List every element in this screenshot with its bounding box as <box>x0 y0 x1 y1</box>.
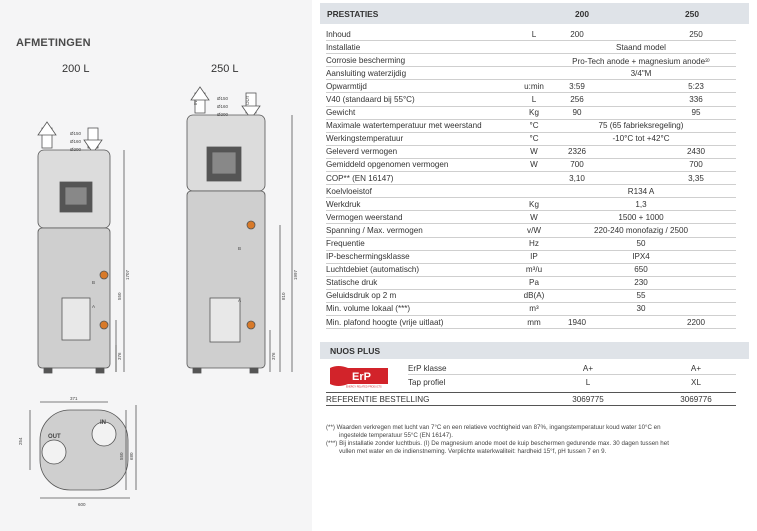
row-label: Installatie <box>326 42 361 52</box>
unit-250-drawing <box>187 87 292 373</box>
table-row <box>326 185 736 198</box>
row-value-250: 2430 <box>686 147 705 157</box>
row-value-200: 3:59 <box>569 81 585 91</box>
table-row <box>326 133 736 146</box>
erp-logo <box>328 364 390 388</box>
dim-250-height: 1997 <box>293 269 298 280</box>
row-unit: Hz <box>529 239 539 248</box>
dim-200-low: 376 <box>117 352 122 360</box>
row-value-200: 90 <box>572 108 582 118</box>
row-value-shared: 220-240 monofazig / 2500 <box>593 225 689 235</box>
row-value-shared: 3/4"M <box>630 68 652 78</box>
table-row <box>326 28 736 41</box>
label-250-in: IN <box>193 100 198 105</box>
dimensions-title: AFMETINGEN <box>16 37 91 49</box>
row-value-200: 2326 <box>567 147 586 157</box>
row-label: Opwarmtijd <box>326 81 367 91</box>
row-value-shared: 50 <box>636 239 646 248</box>
dimensions-panel <box>0 0 312 531</box>
footnote-line: ingestelde temperatuur 55°C (EN 16147). <box>339 432 453 439</box>
table-row <box>326 290 736 303</box>
specifications-panel <box>312 0 757 531</box>
erp-class-200: A+ <box>582 364 594 373</box>
tap-profile-row <box>408 376 736 389</box>
performance-header <box>320 3 749 24</box>
footnote-line: (**) Waarden verkregen met lucht van 7°C en een relatieve vochtigheid van 87%, ingangstemperatuur koud water 10°C en <box>326 424 661 431</box>
row-label: Gewicht <box>326 108 356 118</box>
row-label: Frequentie <box>326 239 365 248</box>
row-value-200: 1940 <box>567 317 586 327</box>
row-label: Spanning / Max. vermogen <box>326 225 423 235</box>
row-unit: °C <box>529 134 539 144</box>
dim-top-d1: 550 <box>119 452 124 460</box>
row-unit: m³/u <box>525 265 543 275</box>
row-unit: m³ <box>529 304 539 314</box>
row-label: Aansluiting waterzijdig <box>326 68 407 78</box>
nuos-plus-title: NUOS PLUS <box>330 346 381 356</box>
order-reference-label: REFERENTIE BESTELLING <box>326 395 430 404</box>
row-value-shared: 1500 + 1000 <box>618 212 664 222</box>
row-unit: Pa <box>529 278 539 288</box>
dim-200-d3: Ø200 <box>70 147 82 152</box>
table-row <box>326 224 736 237</box>
footnote-line: vullen met water en de indienstneming. Verplichte waterkwaliteit: hardheid 15°f, pH tussen 7 en 9. <box>339 448 607 455</box>
erp-logo-sub: ENERGY RELATED PRODUCTS <box>346 385 382 388</box>
table-row <box>326 41 736 54</box>
dim-200-mid: 550 <box>117 292 122 300</box>
row-value-200: 200 <box>570 29 584 39</box>
unit-200-drawing <box>38 122 124 373</box>
row-unit: v/W <box>527 225 541 235</box>
dim-200-d2: Ø160 <box>70 139 82 144</box>
order-reference-row <box>326 392 736 406</box>
row-unit: °C <box>529 121 539 131</box>
row-label: Werkdruk <box>326 199 361 209</box>
row-label: Koelvloeistof <box>326 186 372 196</box>
row-label: V40 (standaard bij 55°C) <box>326 94 415 104</box>
footnotes <box>326 424 744 456</box>
dim-top-width: 371 <box>70 396 78 401</box>
table-row <box>326 251 736 264</box>
dim-top-total: 600 <box>78 502 86 507</box>
row-value-shared: IPX4 <box>632 252 650 262</box>
table-row <box>326 277 736 290</box>
erp-class-row <box>408 362 736 375</box>
row-unit: Kg <box>529 108 539 118</box>
order-reference-200: 3069775 <box>572 395 604 404</box>
row-value-shared: 1,3 <box>635 199 647 209</box>
row-label: COP** (EN 16147) <box>326 173 394 183</box>
row-value-shared: 650 <box>634 265 648 275</box>
dim-200-a: A <box>92 304 96 309</box>
row-label: Min. volume lokaal (***) <box>326 304 411 314</box>
erp-logo-text: ErP <box>352 371 371 383</box>
dim-250-d1: Ø150 <box>217 96 229 101</box>
column-200-header: 200 <box>575 9 589 19</box>
top-view-drawing <box>30 402 136 498</box>
row-label: Maximale watertemperatuur met weerstand <box>326 121 482 131</box>
table-row <box>326 67 736 80</box>
row-unit: W <box>530 212 538 222</box>
row-value-shared: 30 <box>636 304 646 314</box>
row-label: Luchtdebiet (automatisch) <box>326 265 420 275</box>
row-label: Gemiddeld opgenomen vermogen <box>326 160 449 170</box>
nuos-plus-header <box>320 342 749 359</box>
label-top-out: OUT <box>48 434 61 440</box>
table-row <box>326 238 736 251</box>
table-row <box>326 120 736 133</box>
table-row <box>326 264 736 277</box>
tap-profile-label: Tap profiel <box>408 378 446 387</box>
footnote-line: (***) Bij installatie zonder luchtbuis. (I) De magnesium anode moet de kuip beschermen gedurende max. 30 dagen tussen het <box>326 440 669 447</box>
table-row <box>326 159 736 172</box>
table-row <box>326 316 736 329</box>
table-row <box>326 54 736 67</box>
row-value-250: 250 <box>689 29 703 39</box>
table-row <box>326 107 736 120</box>
row-value-250: 3,35 <box>688 173 704 183</box>
row-value-250: 700 <box>689 160 703 170</box>
row-value-200: 3,10 <box>569 173 585 183</box>
row-label: Corrosie bescherming <box>326 55 406 65</box>
row-unit: IP <box>530 252 538 262</box>
performance-title: PRESTATIES <box>327 9 379 19</box>
dim-200-b: B <box>92 280 96 285</box>
row-value-200: 700 <box>570 160 584 170</box>
row-value-250: 95 <box>691 108 701 118</box>
dim-top-side: 254 <box>18 437 23 445</box>
dim-250-b: B <box>238 246 242 251</box>
table-row <box>326 198 736 211</box>
performance-table <box>326 28 736 329</box>
column-250-header: 250 <box>685 9 699 19</box>
row-value-shared: 55 <box>636 291 646 301</box>
table-row <box>326 303 736 316</box>
table-row <box>326 93 736 106</box>
row-value-250: 2200 <box>686 317 705 327</box>
row-label: Geleverd vermogen <box>326 147 398 157</box>
tap-profile-250: XL <box>691 378 701 387</box>
row-label: Vermogen weerstand <box>326 212 403 222</box>
row-unit: W <box>530 160 538 170</box>
table-row <box>326 146 736 159</box>
row-value-shared: 230 <box>634 278 648 288</box>
dim-200-height: 1707 <box>125 269 130 280</box>
row-label: Min. plafond hoogte (vrije uitlaat) <box>326 317 444 327</box>
row-label: IP-beschermingsklasse <box>326 252 410 262</box>
row-value-shared: -10°C tot +42°C <box>612 134 670 144</box>
row-unit: u:min <box>524 81 544 91</box>
row-value-250: 5:23 <box>688 81 704 91</box>
tap-profile-200: L <box>585 378 591 387</box>
dim-250-low: 376 <box>271 352 276 360</box>
row-value-200: 256 <box>570 94 584 104</box>
table-row <box>326 211 736 224</box>
row-unit: mm <box>527 317 541 327</box>
dim-200-d1: Ø150 <box>70 131 82 136</box>
dim-250-d2: Ø160 <box>217 104 229 109</box>
model-200-label: 200 L <box>62 63 90 75</box>
row-label: Werkingstemperatuur <box>326 134 404 144</box>
row-value-shared: 75 (65 fabrieksregeling) <box>598 121 684 131</box>
row-value-250: 336 <box>689 94 703 104</box>
row-unit: L <box>531 29 537 39</box>
row-value-shared: Staand model <box>616 42 666 52</box>
dim-250-d3: Ø200 <box>217 112 229 117</box>
dim-top-d2: 680 <box>129 452 134 460</box>
erp-class-250: A+ <box>690 364 702 373</box>
technical-drawing <box>0 0 312 531</box>
table-row <box>326 172 736 185</box>
row-unit: Kg <box>529 199 539 209</box>
model-250-label: 250 L <box>211 63 239 75</box>
dim-250-mid: 810 <box>281 292 286 300</box>
row-unit: L <box>531 94 537 104</box>
row-label: Inhoud <box>326 29 351 39</box>
label-top-in: IN <box>100 420 106 426</box>
dim-250-a: A <box>238 298 242 303</box>
erp-class-label: ErP klasse <box>408 364 447 373</box>
row-value-shared: Pro-Tech anode + magnesium anode³⁾ <box>572 56 710 66</box>
row-value-shared: R134 A <box>627 186 655 196</box>
row-unit: W <box>530 147 538 157</box>
row-unit: dB(A) <box>523 291 545 301</box>
label-250-out: OUT <box>245 95 250 105</box>
row-label: Statische druk <box>326 278 378 288</box>
row-label: Geluidsdruk op 2 m <box>326 291 397 301</box>
table-row <box>326 80 736 93</box>
order-reference-250: 3069776 <box>680 395 712 404</box>
